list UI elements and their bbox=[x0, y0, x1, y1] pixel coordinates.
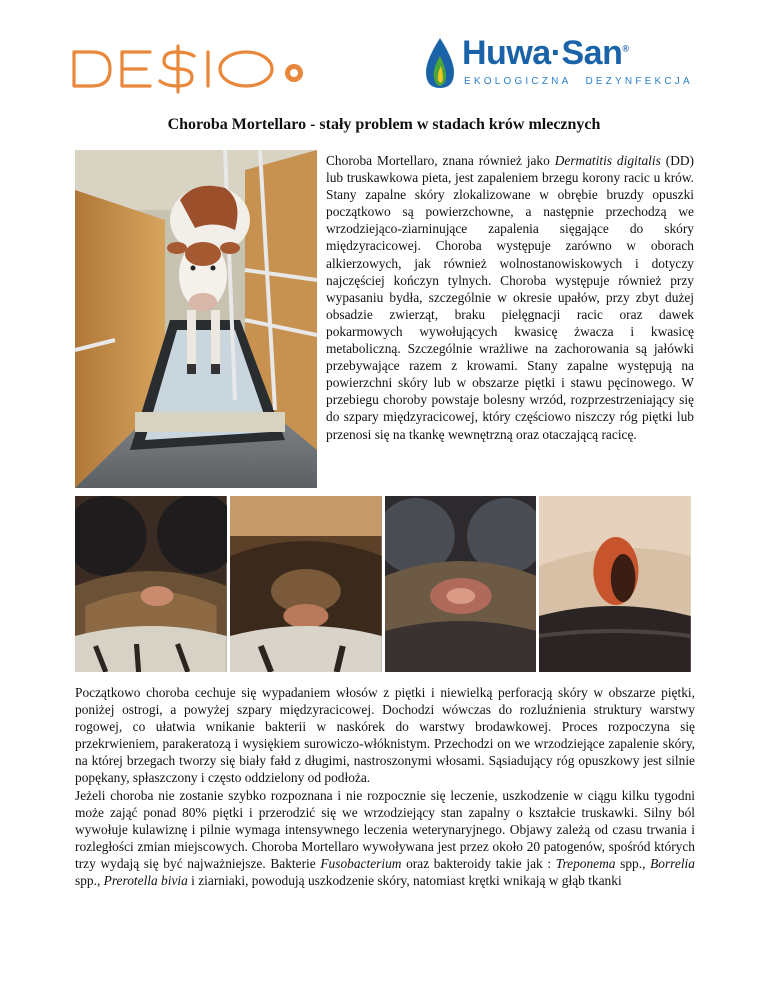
hoof-photo-2 bbox=[230, 496, 382, 672]
body-paragraph-1: Początkowo choroba cechuje się wypadaniem włosów z piętki i niewielką perforacją skóry w obszarze piętki, poniżej ostrogi, a powyżej szpary międzyracicowej. Dochodzi wówczas do rozluźnienia struktury warstwy rogowej, co ułatwia wnikanie bakterii w naskórek do warstwy brodawkowej. Proces rozpoczyna się przekrwieniem, parakeratozą i wysiękiem surowiczo-włóknistym. Przechodzi on we wrzodziejące zapalenie skóry, na której brzegach tworzy się biały fałd z długimi, nastroszonymi włosami. Sąsiadujący róg opuszkowy jest silnie popękany, spłaszczony i często oddzielony od podłoża. bbox=[75, 685, 695, 786]
hoof-photo-1 bbox=[75, 496, 227, 672]
latin-term: Treponema bbox=[555, 855, 616, 871]
cow-footbath-photo bbox=[75, 150, 317, 488]
latin-term: Prerotella bivia bbox=[103, 873, 188, 889]
article-title: Choroba Mortellaro - stały problem w stadach krów mlecznych bbox=[167, 116, 601, 133]
huwa-san-logo bbox=[420, 34, 693, 96]
water-drop-flame-icon bbox=[422, 36, 458, 90]
hoof-photo-3 bbox=[385, 496, 537, 672]
latin-term: Dermatitis digitalis bbox=[554, 153, 661, 168]
article-body bbox=[75, 684, 695, 889]
hoof-photo-4 bbox=[539, 496, 691, 672]
desio-wordmark bbox=[70, 44, 360, 94]
latin-term: Borrelia bbox=[650, 855, 695, 871]
body-paragraph-2: Jeżeli choroba nie zostanie szybko rozpoznana i nie rozpocznie się leczenie, uszkodzenie w ciągu kilku tygodni może zająć ponad 80% piętki i przerodzić się we wrzodziejący stan zapalny o kształcie truskawki. Silny ból wywołuje kulawiznę i pilnie wymaga intensywnego leczenia weterynaryjnego. Objawy zależą od czasu trwania i rozległości zmian miejscowych. Choroba Mortellaro wywoływana jest przez około 20 patogenów, spośród których trzy wydają się być najważniejsze. Bakterie Fusobacterium oraz bakteroidy takie jak : Treponema spp., Borrelia spp., Prerotella bivia i ziarniaki, powodują uszkodzenie skóry, natomiast krętki wnikają w głąb tkanki bbox=[75, 787, 695, 889]
huwa-san-wordmark: Huwa·San® bbox=[462, 34, 629, 72]
intro-paragraph: Choroba Mortellaro, znana również jako Dermatitis digitalis (DD) lub truskawkowa pieta, jest zapaleniem brzegu korony racic u krów. Stany zapalne skóry zlokalizowane w obrębie bruzdy opuszki początkowo są powierzchowne, a następnie przechodzą we wrzodziejąco-ziarninujące zapalenia sięgające do skóry międzyracicowej. Choroba występuje zarówno w oborach alkierzowych, jak również wolnostanowiskowych i dotyczy najczęściej kończyn tylnych. Choroba występuje również przy wypasaniu bydła, szczególnie w okresie upałów, przy zbyt dużej obsadzie zwierząt, braku pielęgnacji racic oraz dawek pokarmowych wywołujących kwasicę żwacza i kwasicę metaboliczną. Szczególnie wrażliwe na zachorowania są jałówki przebywające razem z krowami. Stany zapalne występują na powierzchni skóry lub w obszarze piętki i stawu pęcinowego. W przebiegu choroby powstaje bolesny wrzód, rozprzestrzeniający się do szpary międzyracicowej, który częściowo niszczy róg piętki lub przenosi się na tkankę wewnętrzną oraz otaczającą racicę. bbox=[326, 153, 695, 442]
huwa-san-tagline: EKOLOGICZNA DEZYNFEKCJA bbox=[464, 76, 693, 87]
hoof-lesion-photos bbox=[75, 496, 691, 672]
latin-term: Fusobacterium bbox=[320, 855, 402, 871]
desio-logo bbox=[70, 44, 360, 94]
